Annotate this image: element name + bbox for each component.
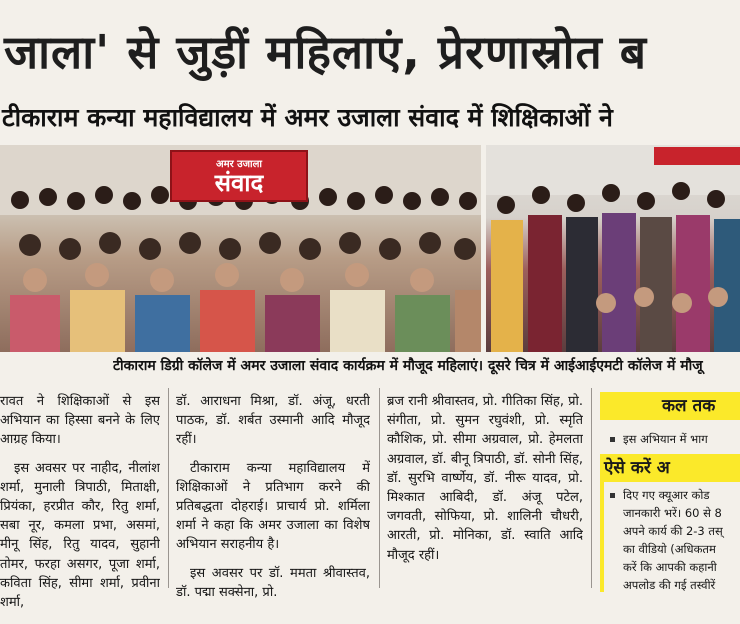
bullet-icon (610, 437, 615, 442)
column-rule (591, 388, 592, 588)
article-column-2 (176, 392, 370, 602)
sidebar-item-line: अपलोड की गई तस्वीरें (623, 578, 716, 592)
article-paragraph: इस अवसर पर डॉ. ममता श्रीवास्तव, डॉ. पद्मा सक्सेना, प्रो. (176, 565, 370, 600)
bullet-icon (610, 493, 615, 498)
banner-brand: अमर उजाला (215, 159, 263, 170)
sidebar-item-line: करें कि आपकी कहानी (623, 560, 717, 574)
crowd-right-figures (486, 145, 740, 352)
sidebar-item (600, 482, 740, 592)
article-paragraph: डॉ. आराधना मिश्रा, डॉ. अंजू, धरती पाठक, डॉ. शर्बत उस्मानी आदि मौजूद रहीं। (176, 394, 370, 448)
article-paragraph: टीकाराम कन्या महाविद्यालय में शिक्षिकाओं ने प्रतिभाग करने की प्रतिबद्धता दोहराई। प्राचार्य प्रो. शर्मिला शर्मा ने कहा कि अमर उजाला का विशेष अभियान सराहनीय है। (176, 460, 370, 553)
sidebar-heading: कल तक (600, 392, 740, 420)
sidebar-item-line: अपने कार्य की 2-3 तस् (623, 524, 723, 538)
sidebar-item-line: दिए गए क्यूआर कोड (610, 486, 740, 504)
samvad-banner (170, 150, 308, 202)
group-photo-right (486, 145, 740, 352)
info-sidebar (600, 392, 740, 592)
subheadline: टीकाराम कन्या महाविद्यालय में अमर उजाला संवाद में शिक्षिकाओं ने (2, 103, 613, 132)
column-rule (168, 388, 169, 588)
article-paragraph: इस अवसर पर नाहीद, नीलांश शर्मा, मुनाली त्रिपाठी, मिताक्षी, प्रियंका, हरप्रीत कौर, रितु शर्मा, सबा नूर, कमला प्रभा, असमां, मीनू सिंह, रितु यादव, सुहानी तोमर, फरहा असगर, पूजा शर्मा, कविता सिंह, सीमा शर्मा, प्रवीना शर्मा, (0, 460, 160, 611)
headline: जाला' से जुड़ीं महिलाएं, प्रेरणास्रोत ब (4, 25, 648, 79)
sidebar-item-line: का वीडियो (अधिकतम (623, 542, 716, 556)
photo-caption: टीकाराम डिग्री कॉलेज में अमर उजाला संवाद कार्यक्रम में मौजूद महिलाएं। दूसरे चित्र में आईआईएमटी कॉलेज में मौजू (113, 358, 703, 374)
article-paragraph: रावत ने शिक्षिकाओं से इस अभियान का हिस्सा बनने के लिए आग्रह किया। (0, 394, 160, 448)
sidebar-item-line: जानकारी भरें। 60 से 8 (623, 506, 722, 520)
article-paragraph: ब्रज रानी श्रीवास्तव, प्रो. गीतिका सिंह, प्रो. संगीता, प्रो. सुमन रघुवंशी, प्रो. स्मृति कौशिक, प्रो. सीमा अग्रवाल, प्रो. हेमलता अग्रवाल, डॉ. बीनू त्रिपाठी, डॉ. सोनी सिंह, डॉ. सुरभि वार्ष्णेय, डॉ. नीरू यादव, प्रो. मिश्कात आबिदी, डॉ. अंजू पटेल, जगवती, सोफिया, प्रो. शालिनी चौधरी, आरती, प्रो. मोनिका, डॉ. स्वाति आदि मौजूद रहीं। (387, 394, 583, 563)
column-rule (379, 388, 380, 588)
sidebar-item (600, 420, 740, 454)
sidebar-item-text: इस अभियान में भाग (623, 432, 708, 446)
banner-word: संवाद (214, 169, 264, 197)
group-photo-left (0, 145, 481, 352)
article-column-3 (387, 392, 583, 565)
sidebar-heading: ऐसे करें अ (600, 454, 740, 482)
article-column-1 (0, 392, 160, 612)
